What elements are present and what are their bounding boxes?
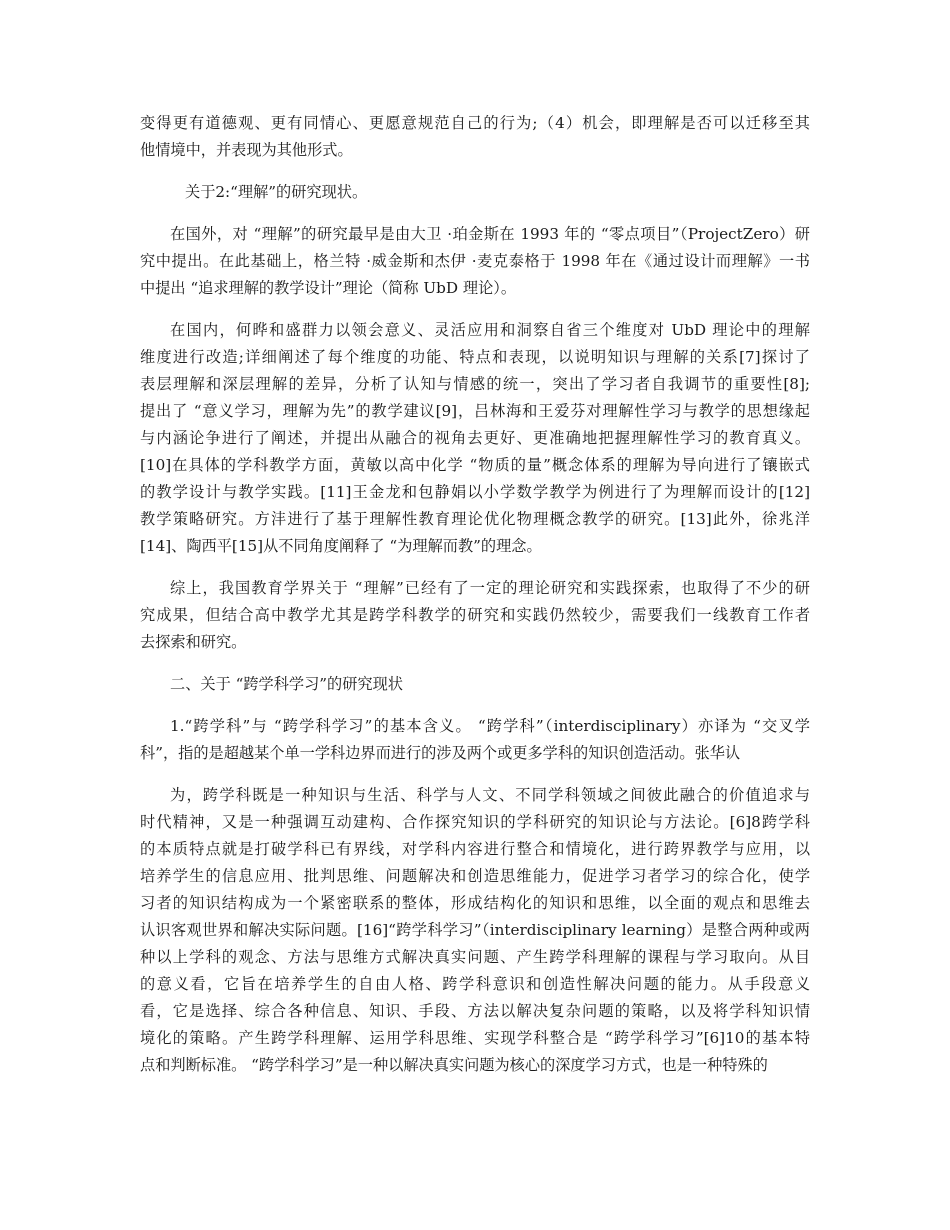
text-line: 他情境中，并表现为其他形式。 — [140, 141, 353, 159]
text-line: 看，它是选择、综合各种信息、知识、手段、方法以解决复杂问题的策略，以及将学科知识情 — [140, 1002, 810, 1020]
paragraph-p1 — [140, 179, 810, 206]
text-line: 科”，指的是超越某个单一学科边界而进行的涉及两个或更多学科的知识创造活动。张华认 — [140, 744, 741, 762]
paragraph-p5 — [140, 671, 810, 698]
text-line: 变得更有道德观、更有同情心、更愿意规范自己的行为;（4）机会，即理解是否可以迁移至其 — [140, 114, 810, 132]
text-line: 教学策略研究。方沣进行了基于理解性教育理论优化物理概念教学的研究。[13]此外，徐兆洋 — [140, 510, 810, 528]
text-line: 二、关于 “跨学科学习”的研究现状 — [170, 675, 403, 693]
text-line: 去探索和研究。 — [140, 633, 247, 651]
paragraph-p7 — [140, 782, 810, 1079]
text-line: 维度进行改造;详细阐述了每个维度的功能、特点和表现，以说明知识与理解的关系[7]探讨了 — [140, 348, 810, 366]
text-line: 表层理解和深层理解的差异，分析了认知与情感的统一，突出了学习者自我调节的重要性[8]; — [140, 375, 810, 393]
paragraph-p6 — [140, 713, 810, 767]
document-page — [140, 110, 810, 1094]
text-line: 的教学设计与教学实践。[11]王金龙和包静娟以小学数学教学为例进行了为理解而设计的[12] — [140, 483, 810, 501]
text-line: 时代精神，又是一种强调互动建构、合作探究知识的学科研究的知识论与方法论。[6]8跨学科 — [140, 813, 810, 831]
text-line: 在国内，何晔和盛群力以领会意义、灵活应用和洞察自省三个维度对 UbD 理论中的理解 — [170, 321, 810, 339]
text-line: 究成果，但结合高中教学尤其是跨学科教学的研究和实践仍然较少，需要我们一线教育工作者 — [140, 606, 810, 624]
text-line: 中提出 “追求理解的教学设计”理论（简称 UbD 理论）。 — [140, 279, 517, 297]
paragraph-p0 — [140, 110, 810, 164]
text-line: 1.“跨学科”与 “跨学科学习”的基本含义。 “跨学科”（interdisciplinary）亦译为 “交叉学 — [170, 717, 810, 735]
text-line: 为，跨学科既是一种知识与生活、科学与人文、不同学科领域之间彼此融合的价值追求与 — [170, 786, 810, 804]
paragraph-p2 — [140, 221, 810, 302]
text-line: 提出了 “意义学习，理解为先”的教学建议[9]，吕林海和王爱芬对理解性学习与教学的思想缘起 — [140, 402, 810, 420]
text-line: 究中提出。在此基础上，格兰特 ·威金斯和杰伊 ·麦克泰格于 1998 年在《通过设计而理解》一书 — [140, 252, 810, 270]
text-line: [14]、陶西平[15]从不同角度阐释了 “为理解而教”的理念。 — [140, 537, 542, 555]
text-line: 的本质特点就是打破学科已有界线，对学科内容进行整合和情境化，进行跨界教学与应用，以 — [140, 840, 810, 858]
text-line: 点和判断标准。 “跨学科学习”是一种以解决真实问题为核心的深度学习方式，也是一种特殊的 — [140, 1056, 768, 1074]
text-line: 境化的策略。产生跨学科理解、运用学科思维、实现学科整合是 “跨学科学习”[6]10的基本特 — [140, 1029, 810, 1047]
text-line: 综上，我国教育学界关于 “理解”已经有了一定的理论研究和实践探索，也取得了不少的研 — [170, 579, 810, 597]
text-line: [10]在具体的学科教学方面，黄敏以高中化学 “物质的量”概念体系的理解为导向进行了镶嵌式 — [140, 456, 810, 474]
text-line: 在国外，对 “理解”的研究最早是由大卫 ·珀金斯在 1993 年的 “零点项目”（ProjectZero）研 — [170, 225, 810, 243]
text-line: 关于2:“理解”的研究现状。 — [185, 183, 368, 201]
paragraph-p3 — [140, 317, 810, 560]
text-line: 与内涵论争进行了阐述，并提出从融合的视角去更好、更准确地把握理解性学习的教育真义。 — [140, 429, 810, 447]
text-line: 的意义看，它旨在培养学生的自由人格、跨学科意识和创造性解决问题的能力。从手段意义 — [140, 975, 810, 993]
text-line: 认识客观世界和解决实际问题。[16]“跨学科学习”（interdisciplinary learning）是整合两种或两 — [140, 921, 810, 939]
text-line: 习者的知识结构成为一个紧密联系的整体，形成结构化的知识和思维，以全面的观点和思维去 — [140, 894, 810, 912]
paragraph-p4 — [140, 575, 810, 656]
text-line: 种以上学科的观念、方法与思维方式解决真实问题、产生跨学科理解的课程与学习取向。从目 — [140, 948, 810, 966]
text-line: 培养学生的信息应用、批判思维、问题解决和创造思维能力，促进学习者学习的综合化，使学 — [140, 867, 810, 885]
